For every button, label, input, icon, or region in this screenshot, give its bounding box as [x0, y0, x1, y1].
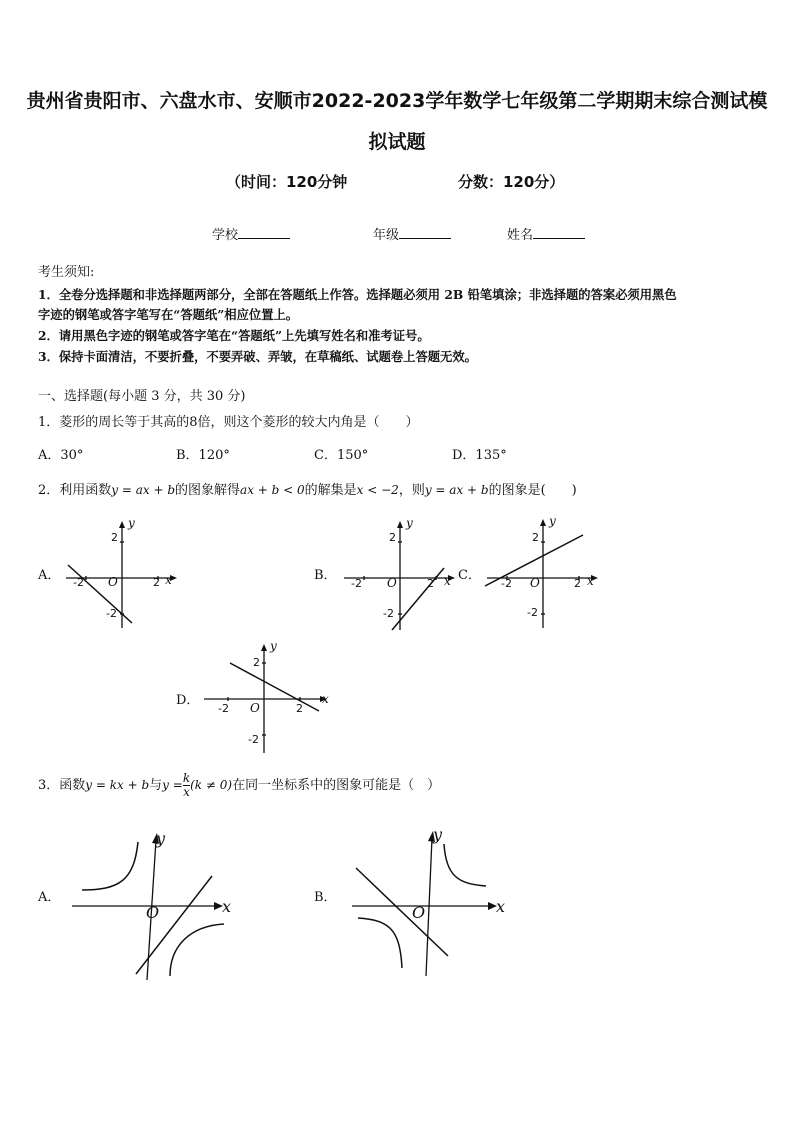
hyperbola-branch-2: [358, 918, 402, 968]
section-heading: 一、选择题(每小题 3 分，共 30 分): [38, 389, 246, 404]
q2-math-1: y = ax + b: [111, 483, 176, 497]
q2-option-b[interactable]: B．: [314, 568, 337, 583]
tick-pos-y: 2: [253, 656, 260, 669]
origin-label: O: [387, 576, 397, 590]
tick-neg-y: -2: [248, 733, 259, 746]
origin-label: O: [250, 701, 260, 715]
q2-math-3: x < −2: [356, 483, 399, 497]
origin-label: O: [412, 903, 426, 922]
notice-item-1: 1．全卷分选择题和非选择题两部分，全部在答题纸上作答。选择题必须用 2B 铅笔填涂；非选择题的答案必须用黑色: [38, 287, 677, 302]
tick-pos-x: 2: [296, 702, 303, 715]
q2-option-d[interactable]: D．: [176, 693, 200, 708]
q1-option-d[interactable]: D．135°: [452, 448, 507, 463]
title-line-1: 贵州省贵阳市、六盘水市、安顺市2022-2023学年数学七年级第二学期期末综合测试模: [26, 90, 768, 112]
notice-heading: 考生须知:: [38, 265, 95, 280]
tick-neg-x: -2: [218, 702, 229, 715]
x-label: x: [222, 897, 232, 916]
tick-pos-y: 2: [532, 531, 539, 544]
y-label: y: [156, 829, 166, 848]
y-label: y: [406, 516, 413, 530]
y-label: y: [549, 514, 556, 528]
y-label: y: [270, 639, 277, 653]
x-label: x: [587, 574, 594, 588]
origin-label: O: [146, 903, 160, 922]
tick-neg-y: -2: [383, 607, 394, 620]
origin-label: O: [108, 575, 118, 589]
function-line: [356, 868, 448, 956]
tick-neg-x: -2: [351, 577, 362, 590]
tick-neg-x: -2: [501, 577, 512, 590]
title-line-2: 拟试题: [368, 131, 426, 153]
tick-neg-y: -2: [106, 607, 117, 620]
tick-pos-x: 2: [574, 577, 581, 590]
q3-math-1: y = kx + b: [85, 778, 150, 792]
q3-math-2: y =: [162, 778, 183, 792]
y-label: y: [128, 516, 135, 530]
q1-option-c[interactable]: C．150°: [314, 448, 369, 463]
q3-fraction: $\frac{k}{x}$: [182, 771, 191, 799]
y-label: y: [433, 825, 443, 844]
school-label: 学校: [212, 228, 239, 243]
q1-option-a[interactable]: A．30°: [38, 448, 84, 463]
notice-item-3: 3．保持卡面清洁，不要折叠，不要弄破、弄皱，在草稿纸、试题卷上答题无效。: [38, 349, 477, 364]
score-info: 分数：120分）: [458, 173, 565, 191]
x-label: x: [496, 897, 506, 916]
q2-math-4: y = ax + b: [424, 483, 489, 497]
q3-math-3: (k ≠ 0): [190, 778, 233, 792]
tick-pos-x: 2: [427, 577, 434, 590]
name-label: 姓名: [507, 228, 534, 243]
x-label: x: [322, 692, 329, 706]
q1-text: 1．菱形的周长等于其高的8倍，则这个菱形的较大内角是（ ）: [38, 415, 419, 430]
q2-text: 2．利用函数y = ax + b的图象解得ax + b < 0的解集是x < −2，则y = ax + b的图象是( ): [38, 483, 577, 498]
notice-item-1b: 字迹的钢笔或答字笔写在“答题纸”相应位置上。: [38, 307, 299, 322]
notice-item-2: 2．请用黑色字迹的钢笔或答字笔在“答题纸”上先填写姓名和准考证号。: [38, 328, 430, 343]
q2-option-a[interactable]: A．: [38, 568, 61, 583]
q1-option-b[interactable]: B．120°: [176, 448, 230, 463]
tick-pos-x: 2: [153, 576, 160, 589]
q3-text: 3．函数y = kx + b与y = $\frac{k}{x}$ (k ≠ 0)在同一坐标系中的图象可能是（ ）: [38, 771, 441, 799]
tick-neg-y: -2: [527, 606, 538, 619]
tick-pos-y: 2: [389, 531, 396, 544]
origin-label: O: [530, 576, 540, 590]
q2-math-2: ax + b < 0: [240, 483, 305, 497]
tick-pos-y: 2: [111, 531, 118, 544]
grade-label: 年级: [373, 228, 400, 243]
q3-option-a[interactable]: A．: [38, 890, 61, 905]
tick-neg-x: -2: [73, 576, 84, 589]
q2-option-c[interactable]: C．: [458, 568, 481, 583]
x-label: x: [165, 573, 172, 587]
time-info: （时间：120分钟: [226, 173, 348, 191]
hyperbola-branch-1: [444, 844, 486, 886]
q3-option-b[interactable]: B．: [314, 890, 337, 905]
x-label: x: [444, 574, 451, 588]
y-axis: [426, 838, 432, 976]
